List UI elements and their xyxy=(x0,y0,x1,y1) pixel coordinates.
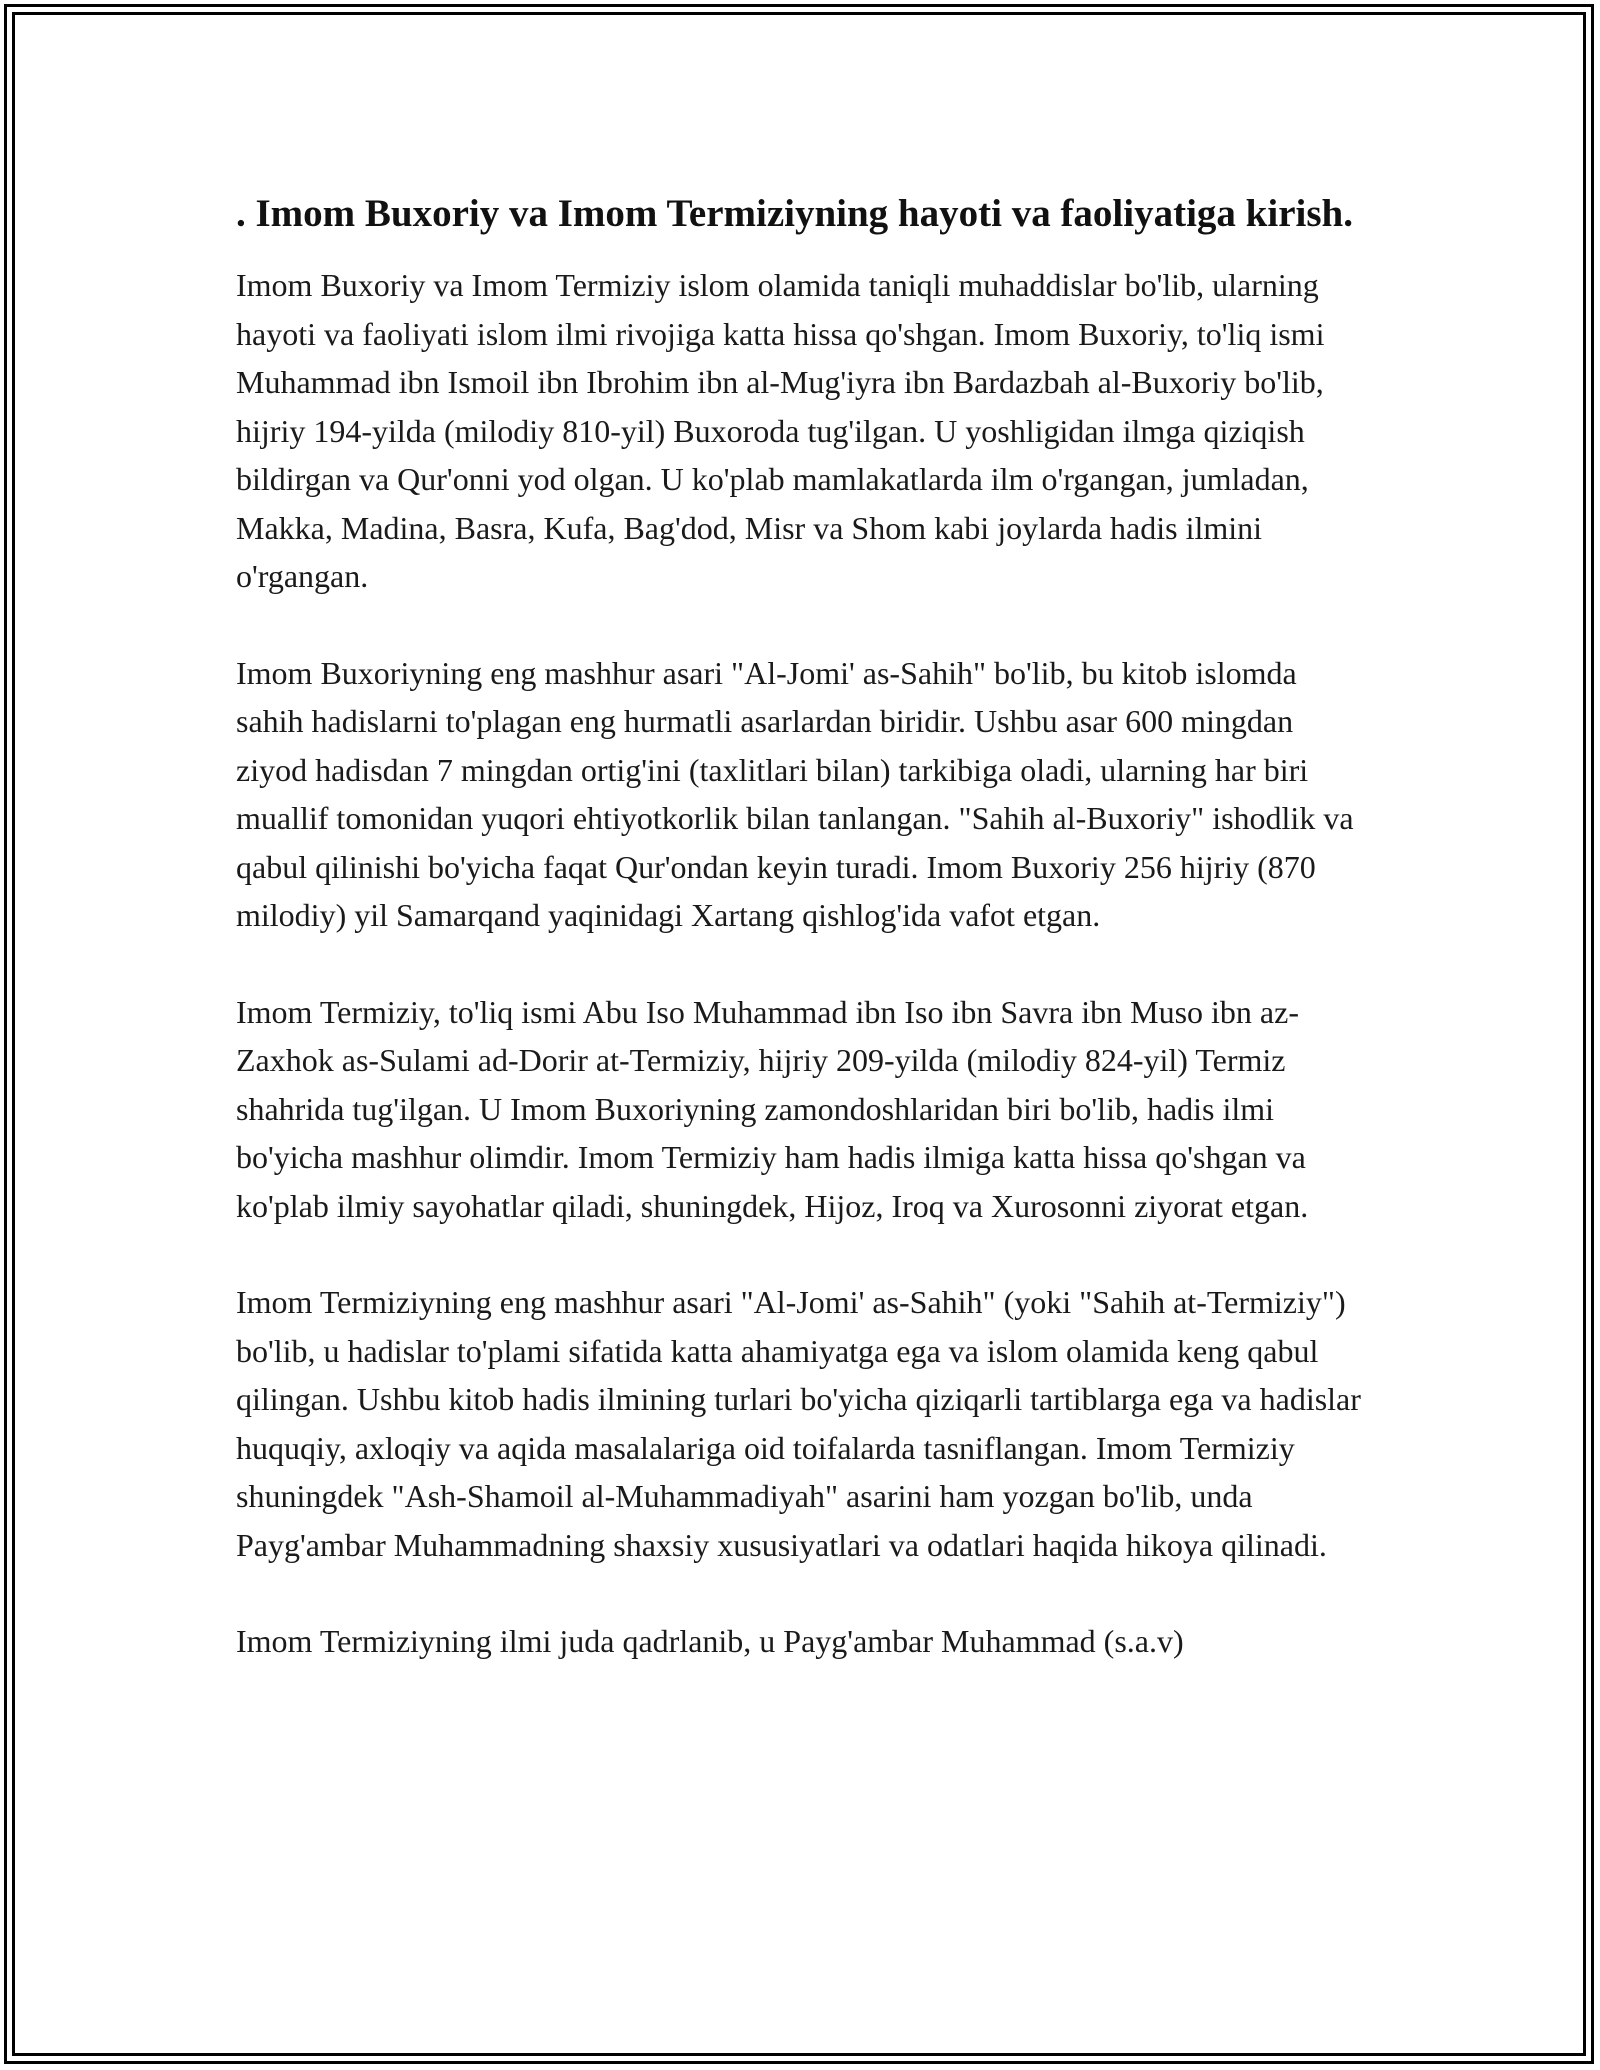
paragraph-2: Imom Buxoriyning eng mashhur asari "Al-Jomi' as-Sahih" bo'lib, bu kitob islomda sahih hadislarni to'plagan eng hurmatli asarlardan biridir. Ushbu asar 600 mingdan ziyod hadisdan 7 mingdan ortig'ini (taxlitlari bilan) tarkibiga oladi, ularning har biri muallif tomonidan yuqori ehtiyotkorlik bilan tanlangan. "Sahih al-Buxoriy" ishodlik va qabul qilinishi bo'yicha faqat Qur'ondan keyin turadi. Imom Buxoriy 256 hijriy (870 milodiy) yil Samarqand yaqinidagi Xartang qishlog'ida vafot etgan. xyxy=(236,654,1354,933)
document-title: . Imom Buxoriy va Imom Termiziyning hayoti va faoliyatiga kirish. xyxy=(236,192,1353,235)
paragraph-3: Imom Termiziy, to'liq ismi Abu Iso Muhammad ibn Iso ibn Savra ibn Muso ibn az-Zaxhok as-Sulami ad-Dorir at-Termiziy, hijriy 209-yilda (milodiy 824-yil) Termiz shahrida tug'ilgan. U Imom Buxoriyning zamondoshlaridan biri bo'lib, hadis ilmi bo'yicha mashhur olimdir. Imom Termiziy ham hadis ilmiga katta hissa qo'shgan va ko'plab ilmiy sayohatlar qiladi, shuningdek, Hijoz, Iroq va Xurosonni ziyorat etgan. xyxy=(236,993,1309,1224)
paragraph-4: Imom Termiziyning eng mashhur asari "Al-Jomi' as-Sahih" (yoki "Sahih at-Termiziy") bo'lib, u hadislar to'plami sifatida katta ahamiyatga ega va islom olamida keng qabul qilingan. Ushbu kitob hadis ilmining turlari bo'yicha qiziqarli tartiblarga ega va hadislar huquqiy, axloqiy va aqida masalalariga oid toifalarda tasniflangan. Imom Termiziy shuningdek "Ash-Shamoil al-Muhammadiyah" asarini ham yozgan bo'lib, unda Payg'ambar Muhammadning shaxsiy xususiyatlari va odatlari haqida hikoya qilinadi. xyxy=(236,1284,1361,1563)
document-body xyxy=(236,186,1366,1714)
paragraph-5: Imom Termiziyning ilmi juda qadrlanib, u Payg'ambar Muhammad (s.a.v) xyxy=(236,1623,1184,1659)
paragraph-1: Imom Buxoriy va Imom Termiziy islom olamida taniqli muhaddislar bo'lib, ularning hayoti va faoliyati islom ilmi rivojiga katta hissa qo'shgan. Imom Buxoriy, to'liq ismi Muhammad ibn Ismoil ibn Ibrohim ibn al-Mug'iyra ibn Bardazbah al-Buxoriy bo'lib, hijriy 194-yilda (milodiy 810-yil) Buxoroda tug'ilgan. U yoshligidan ilmga qiziqish bildirgan va Qur'onni yod olgan. U ko'plab mamlakatlarda ilm o'rgangan, jumladan, Makka, Madina, Basra, Kufa, Bag'dod, Misr va Shom kabi joylarda hadis ilmini o'rgangan. xyxy=(236,267,1325,594)
